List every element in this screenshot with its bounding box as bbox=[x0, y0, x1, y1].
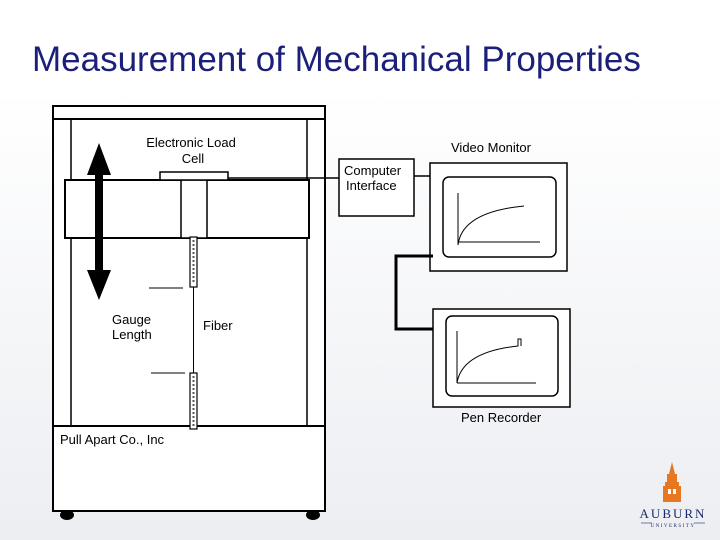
video-monitor bbox=[430, 140, 567, 271]
tower-icon bbox=[663, 462, 681, 502]
load-cell-label-line1: Electronic Load bbox=[146, 135, 236, 150]
gauge-length-label-line1: Gauge bbox=[112, 312, 152, 327]
video-monitor-label: Video Monitor bbox=[451, 140, 531, 155]
auburn-university-logo bbox=[640, 462, 707, 529]
machine-top-bar bbox=[53, 106, 325, 119]
computer-label-line2: Interface bbox=[346, 178, 397, 193]
logo-subtitle: UNIVERSITY bbox=[650, 524, 696, 529]
machine-name-label: Pull Apart Co., Inc bbox=[60, 432, 165, 447]
computer-label-line1: Computer bbox=[344, 163, 402, 178]
monitor-screen bbox=[443, 177, 556, 257]
load-cell-plate bbox=[160, 172, 228, 180]
slide-title: Measurement of Mechanical Properties bbox=[32, 40, 641, 79]
pen-recorder bbox=[433, 309, 570, 425]
fiber-label: Fiber bbox=[203, 318, 233, 333]
load-cell-label-line2: Cell bbox=[181, 151, 205, 166]
load-cell-block bbox=[181, 180, 207, 238]
pen-recorder-label: Pen Recorder bbox=[461, 410, 542, 425]
right-wheel bbox=[306, 510, 320, 520]
recorder-paper bbox=[446, 316, 558, 396]
gauge-length-label-line2: Length bbox=[112, 327, 152, 342]
left-wheel bbox=[60, 510, 74, 520]
logo-name: AUBURN bbox=[639, 506, 707, 521]
